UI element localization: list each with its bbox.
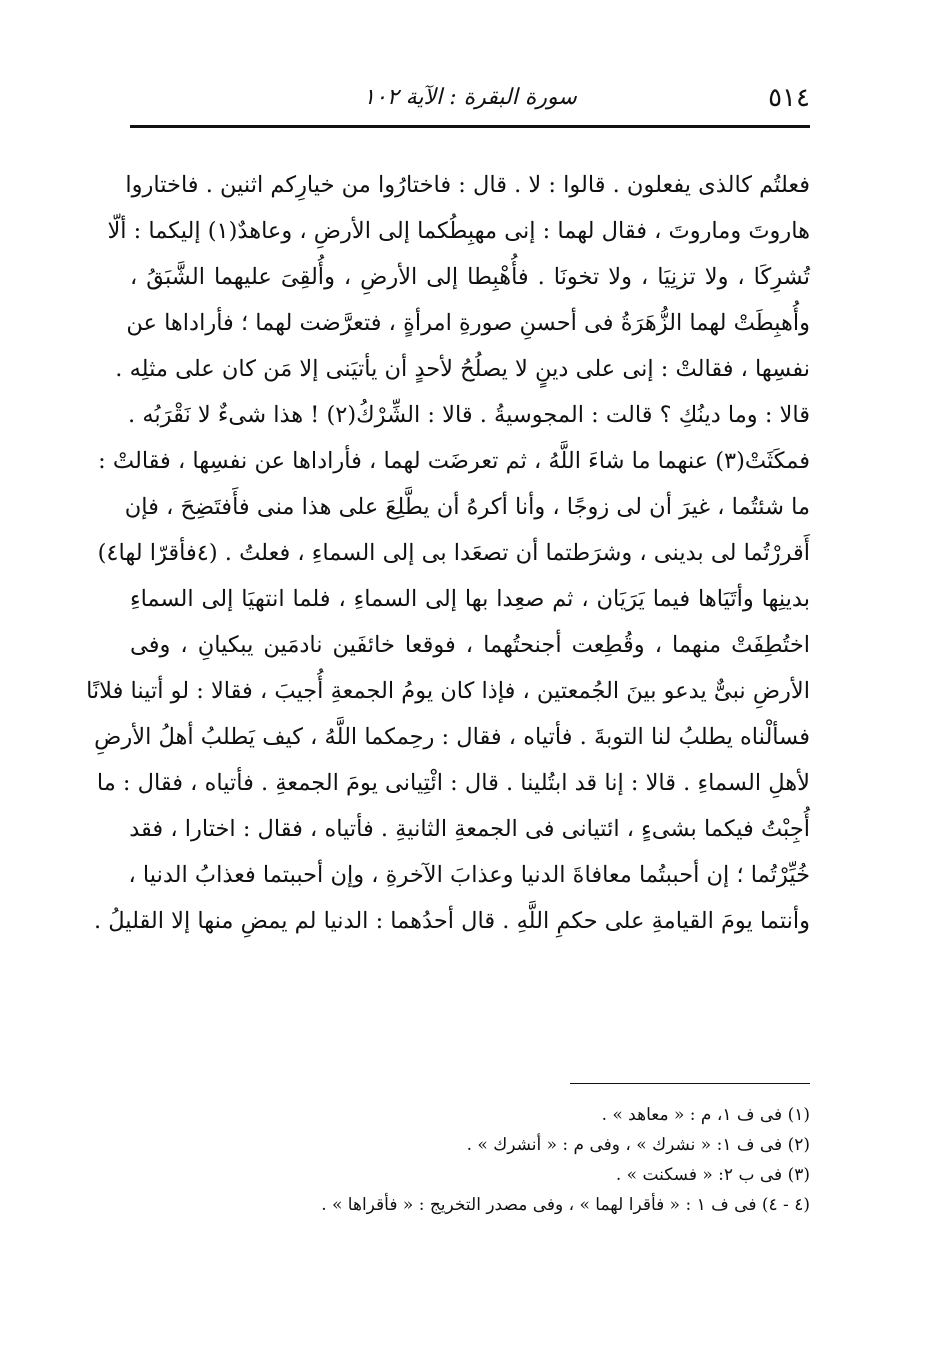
body-text (86, 162, 810, 944)
text-line: الأرضِ نبىٌّ يدعو بينَ الجُمعتين ، فإذا كان يومُ الجمعةِ أُجيبَ ، فقالا : لو أتينا فلانًا (86, 678, 810, 704)
footnotes (130, 1100, 810, 1220)
text-line: فمكَثَتْ(٣) عنهما ما شاءَ اللَّهُ ، ثم تعرضَت لهما ، فأراداها عن نفسِها ، فقالتْ : (98, 448, 810, 474)
running-title: سورة البقرة : الآية ١٠٢ (363, 85, 577, 110)
text-line: بدينِها وأتَيَاها فيما يَرَيَان ، ثم صعِدا بها إلى السماءِ ، فلما انتهيَا إلى السماءِ (130, 586, 810, 612)
text-line: وأُهبِطَتْ لهما الزُّهَرَةُ فى أحسنِ صورةِ امرأةٍ ، فتعرَّضت لهما ؛ فأراداها عن (126, 310, 810, 336)
footnote-separator (570, 1083, 810, 1084)
text-line: خُيِّرْتُما ؛ إن أحببتُما معافاةَ الدنيا وعذابَ الآخرةِ ، وإن أحببتما فعذابُ الدنيا ، (128, 862, 810, 888)
text-line: تُشرِكَا ، ولا تزنِيَا ، ولا تخونَا . فأُهْبِطا إلى الأرضِ ، وأُلقِىَ عليهما الشَّبَقُ ، (130, 264, 810, 290)
footnote-4: (٤ - ٤) فى ف ١ : « فأقرا لهما » ، وفى مصدر التخريج : « فأقراها » . (321, 1195, 810, 1215)
text-line: اختُطِفَتْ منهما ، وقُطِعت أجنحتُهما ، فوقعا خائفَين نادمَين يبكيانِ ، وفى (130, 632, 810, 658)
text-line: أُجِبْتُ فيكما بشىءٍ ، ائتيانى فى الجمعةِ الثانيةِ . فأتياه ، فقال : اختارا ، فقد (129, 816, 810, 842)
footnote-2: (٢) فى ف ١: « نشرك » ، وفى م : « أنشرك » . (466, 1135, 810, 1155)
text-line: نفسِها ، فقالتْ : إنى على دينٍ لا يصلُحُ لأحدٍ أن يأتيَنى إلا مَن كان على مثلِه . (115, 356, 810, 382)
text-line: أَقررْتُما لى بدينى ، وشرَطتما أن تصعَدا بى إلى السماءِ ، فعلتُ . (٤فأقرّا لها٤) (97, 540, 810, 566)
page-number: ٥١٤ (768, 83, 810, 113)
text-line: فعلتُم كالذى يفعلون . قالوا : لا . قال : فاختارُوا من خيارِكم اثنين . فاختاروا (125, 172, 810, 198)
text-line: هاروتَ وماروتَ ، فقال لهما : إنى مهبِطُكما إلى الأرضِ ، وعاهدٌ(١) إليكما : ألّا (107, 218, 810, 244)
page-header (130, 78, 810, 118)
text-line: فسألْناه يطلبُ لنا التوبةَ . فأتياه ، فقال : رحِمكما اللَّهُ ، كيف يَطلبُ أهلُ الأرضِ (94, 724, 810, 750)
text-line: قالا : وما دينُكِ ؟ قالت : المجوسيةُ . قالا : الشِّرْكُ(٢) ! هذا شىءٌ لا نَقْرَبُه . (128, 402, 810, 428)
text-line: ما شئتُما ، غيرَ أن لى زوجًا ، وأنا أكرهُ أن يطَّلِعَ على هذا منى فأَفتَضِحَ ، فإن (124, 494, 810, 520)
text-line: لأهلِ السماءِ . قالا : إنا قد ابتُلينا . قال : ائْتِيانى يومَ الجمعةِ . فأتياه ، فقال : ما (96, 770, 810, 796)
text-line-last: وأنتما يومَ القيامةِ على حكمِ اللَّهِ . قال أحدُهما : الدنيا لم يمضِ منها إلا القليلُ . (93, 908, 810, 934)
footnote-1: (١) فى ف ١، م : « معاهد » . (601, 1105, 810, 1125)
header-rule (130, 125, 810, 128)
footnote-3: (٣) فى ب ٢: « فسكنت » . (615, 1165, 810, 1185)
